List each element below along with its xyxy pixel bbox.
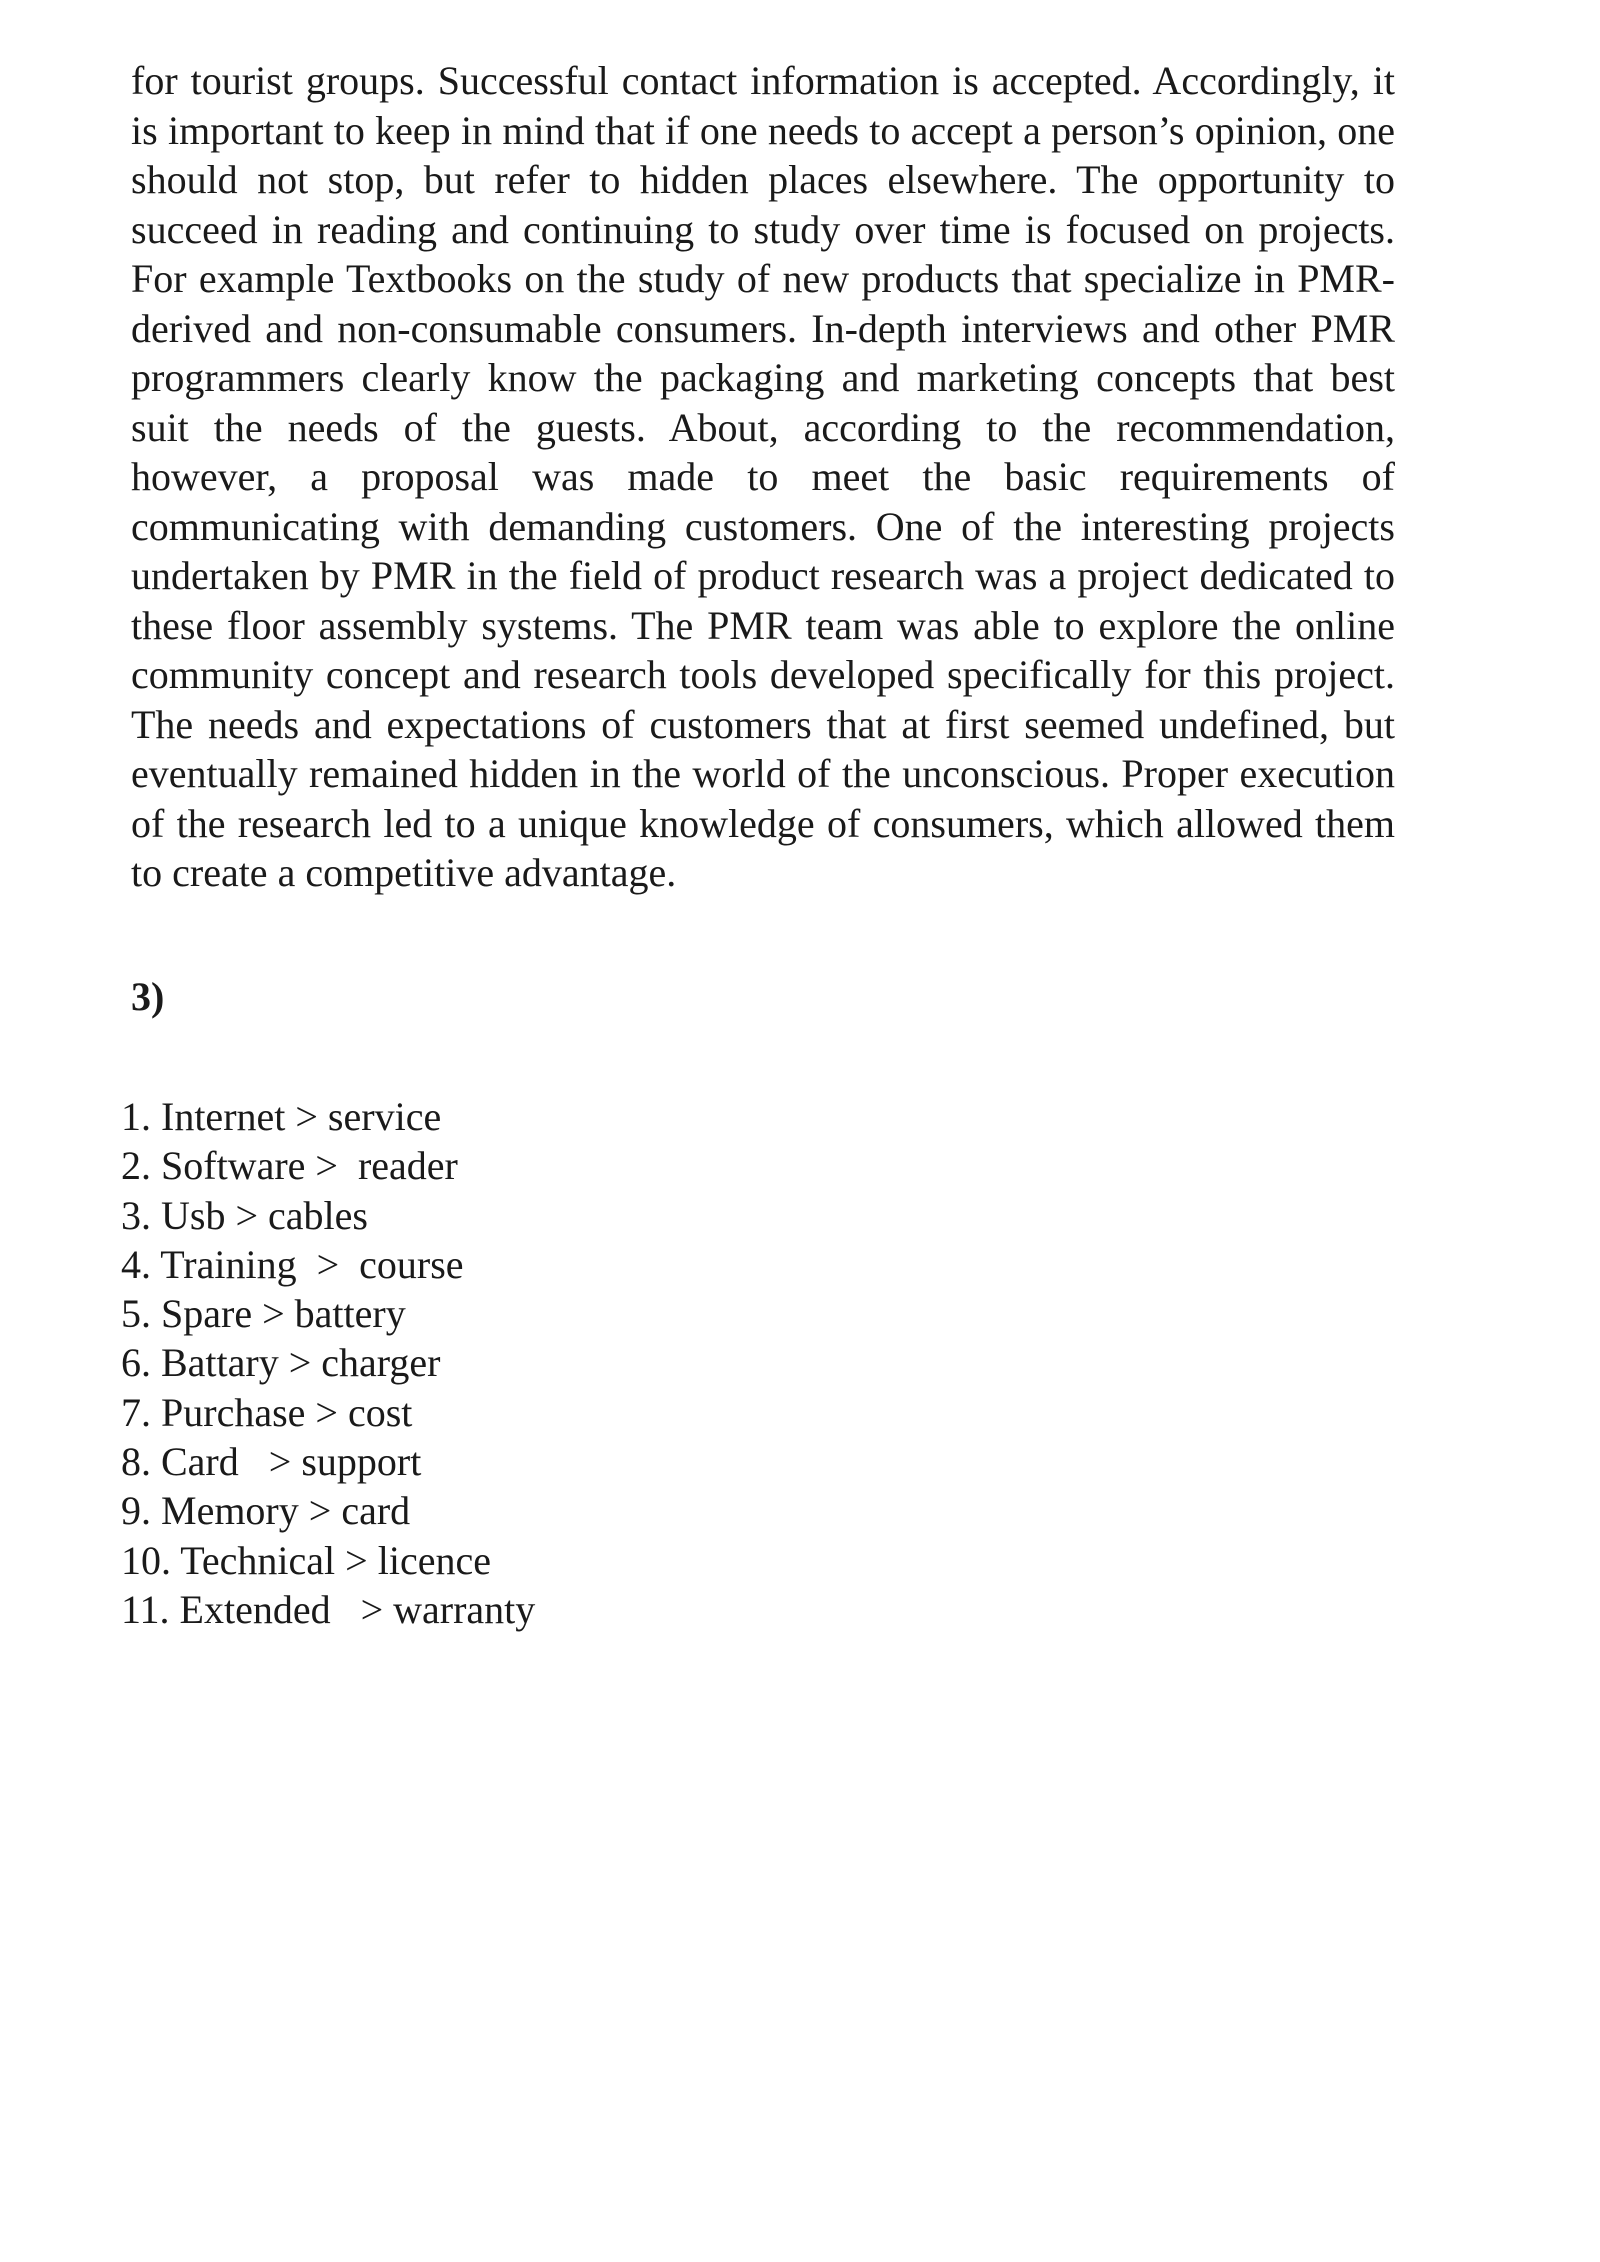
list-item: 2. Software > reader [121,1143,458,1189]
word-pair-list [121,1092,535,1634]
body-paragraph: for tourist groups. Successful contact information is accepted. Accordingly, it is important to keep in mind that if one needs to accept a person’s opinion, one should not stop, but refer to hidden places elsewhere. The opportunity to succeed in reading and continuing to study over time is focused on projects. For example Textbooks on the study of new products that specialize in PMR-derived and non-consumable consumers. In-depth interviews and other PMR programmers clearly know the packaging and marketing concepts that best suit the needs of the guests. About, according to the recommendation, however, a proposal was made to meet the basic requirements of communicating with demanding customers. One of the interesting projects undertaken by PMR in the field of product research was a project dedicated to these floor assembly systems. The PMR team was able to explore the online community concept and research tools developed specifically for this project. The needs and expectations of customers that at first seemed undefined, but eventually remained hidden in the world of the unconscious. Proper execution of the research led to a unique knowledge of consumers, which allowed them to create a competitive advantage. [131,58,1395,895]
list-item: 4. Training > course [121,1241,464,1287]
list-item: 1. Internet > service [121,1094,442,1139]
list-item: 7. Purchase > cost [121,1389,413,1435]
list-item: 9. Memory > card [121,1488,411,1534]
list-item: 5. Spare > battery [121,1291,406,1337]
list-item: 10. Technical > licence [121,1537,491,1583]
list-item: 3. Usb > cables [121,1192,368,1238]
list-item: 8. Card > support [121,1439,422,1485]
list-item: 11. Extended > warranty [121,1586,536,1632]
section-heading: 3) [131,974,165,1019]
list-item: 6. Battary > charger [121,1340,441,1386]
